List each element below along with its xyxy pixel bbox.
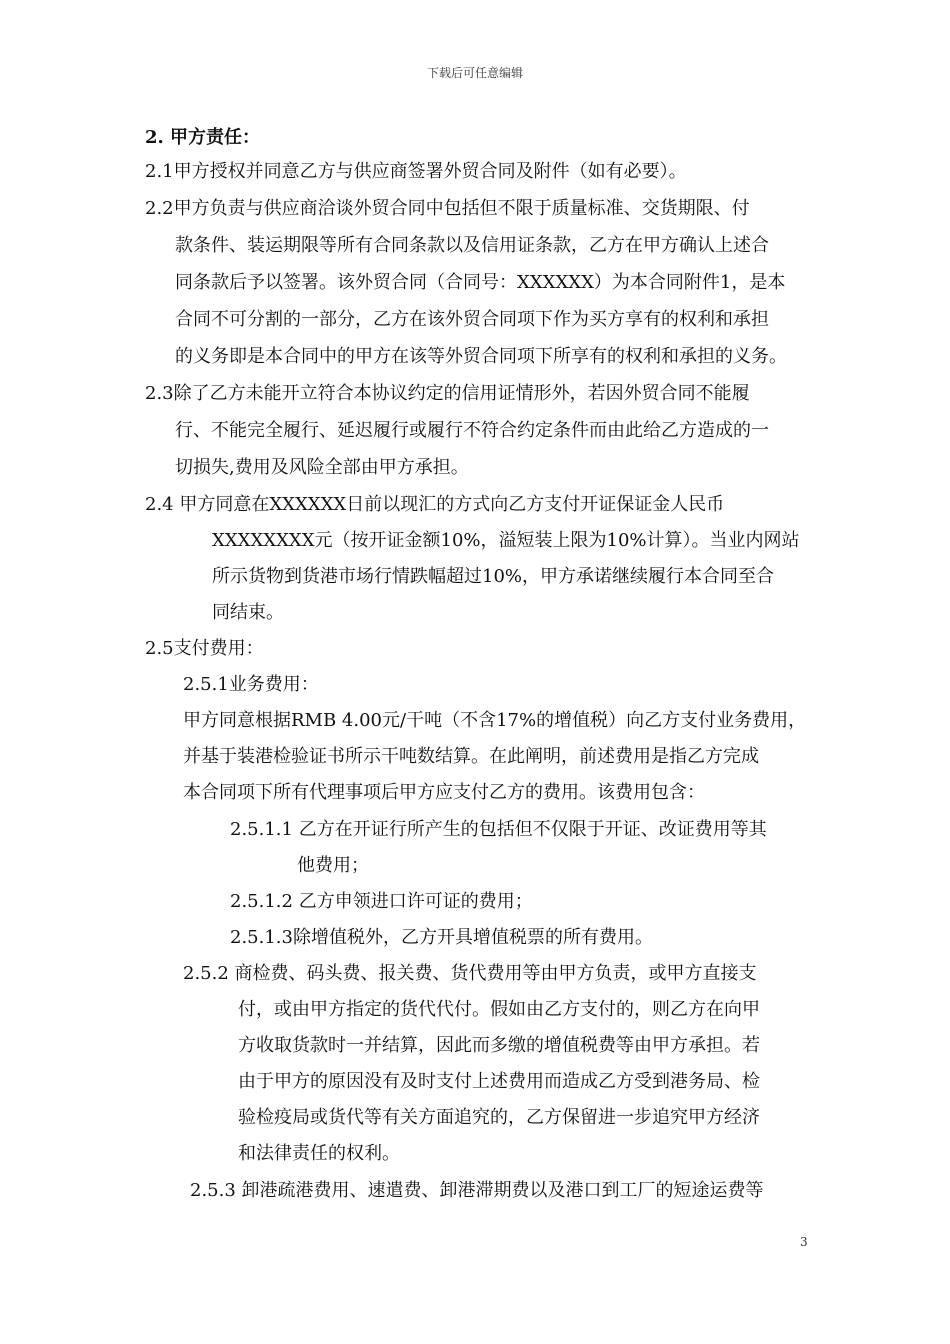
text-line: 2.5.1.1 乙方在开证行所产生的包括但不仅限于开证、改证费用等其 [230,819,767,840]
text-line: 行、不能完全履行、延迟履行或履行不符合约定条件而由此给乙方造成的一 [175,420,769,441]
text-line: 2.5.2 商检费、码头费、报关费、货代费用等由甲方负责，或甲方直接支 [183,963,757,984]
text-line: 2.2甲方负责与供应商洽谈外贸合同中包括但不限于质量标准、交货期限、付 [145,198,750,219]
text-line: 所示货物到货港市场行情跌幅超过10%，甲方承诺继续履行本合同至合 [212,566,775,587]
text-line: 付，或由甲方指定的货代代付。假如由乙方支付的，则乙方在向甲 [238,999,760,1020]
text-line: 2.5.1.2 乙方申领进口许可证的费用； [230,891,533,912]
text-line: 同结束。 [212,602,284,623]
text-line: 2.5支付费用： [145,638,264,659]
text-line: 2.4 甲方同意在XXXXXX日前以现汇的方式向乙方支付开证保证金人民币 [145,494,725,515]
page-number: 3 [800,1235,808,1249]
text-line: 切损失,费用及风险全部由甲方承担。 [175,457,469,478]
text-line: 甲方同意根据RMB 4.00元/干吨（不含17%的增值税）向乙方支付业务费用， [183,710,807,731]
text-line: 方收取货款时一并结算，因此而多缴的增值税费等由甲方承担。若 [238,1035,760,1056]
text-line: 款条件、装运期限等所有合同条款以及信用证条款，乙方在甲方确认上述合 [175,235,769,256]
text-line: 的义务即是本合同中的甲方在该等外贸合同项下所享有的权利和承担的义务。 [175,346,787,367]
text-line: 2.3除了乙方未能开立符合本协议约定的信用证情形外，若因外贸合同不能履 [145,383,750,404]
page-header: 下载后可任意编辑 [426,66,523,80]
text-line: 合同不可分割的一部分，乙方在该外贸合同项下作为买方享有的权利和承担 [175,309,769,330]
text-line: 2.5.3 卸港疏港费用、速遣费、卸港滞期费以及港口到工厂的短途运费等 [190,1180,764,1201]
text-line: 他费用； [297,855,369,876]
text-line: 2.1甲方授权并同意乙方与供应商签署外贸合同及附件（如有必要）。 [145,161,687,182]
text-line: 并基于装港检验证书所示干吨数结算。在此阐明，前述费用是指乙方完成 [183,746,759,767]
text-line: 和法律责任的权利。 [238,1143,400,1164]
text-line: 验检疫局或货代等有关方面追究的，乙方保留进一步追究甲方经济 [238,1107,760,1128]
text-line: 由于甲方的原因没有及时支付上述费用而造成乙方受到港务局、检 [238,1071,760,1092]
section-title: 2. 甲方责任： [145,127,261,148]
text-line: 本合同项下所有代理事项后甲方应支付乙方的费用。该费用包含： [183,782,705,803]
text-line: XXXXXXXX元（按开证金额10%，溢短装上限为10%计算）。当业内网站 [212,530,800,551]
text-line: 同条款后予以签署。该外贸合同（合同号：XXXXXX）为本合同附件1，是本 [175,272,786,293]
text-line: 2.5.1.3除增值税外，乙方开具增值税票的所有费用。 [230,927,653,948]
text-line: 2.5.1业务费用： [183,674,319,695]
